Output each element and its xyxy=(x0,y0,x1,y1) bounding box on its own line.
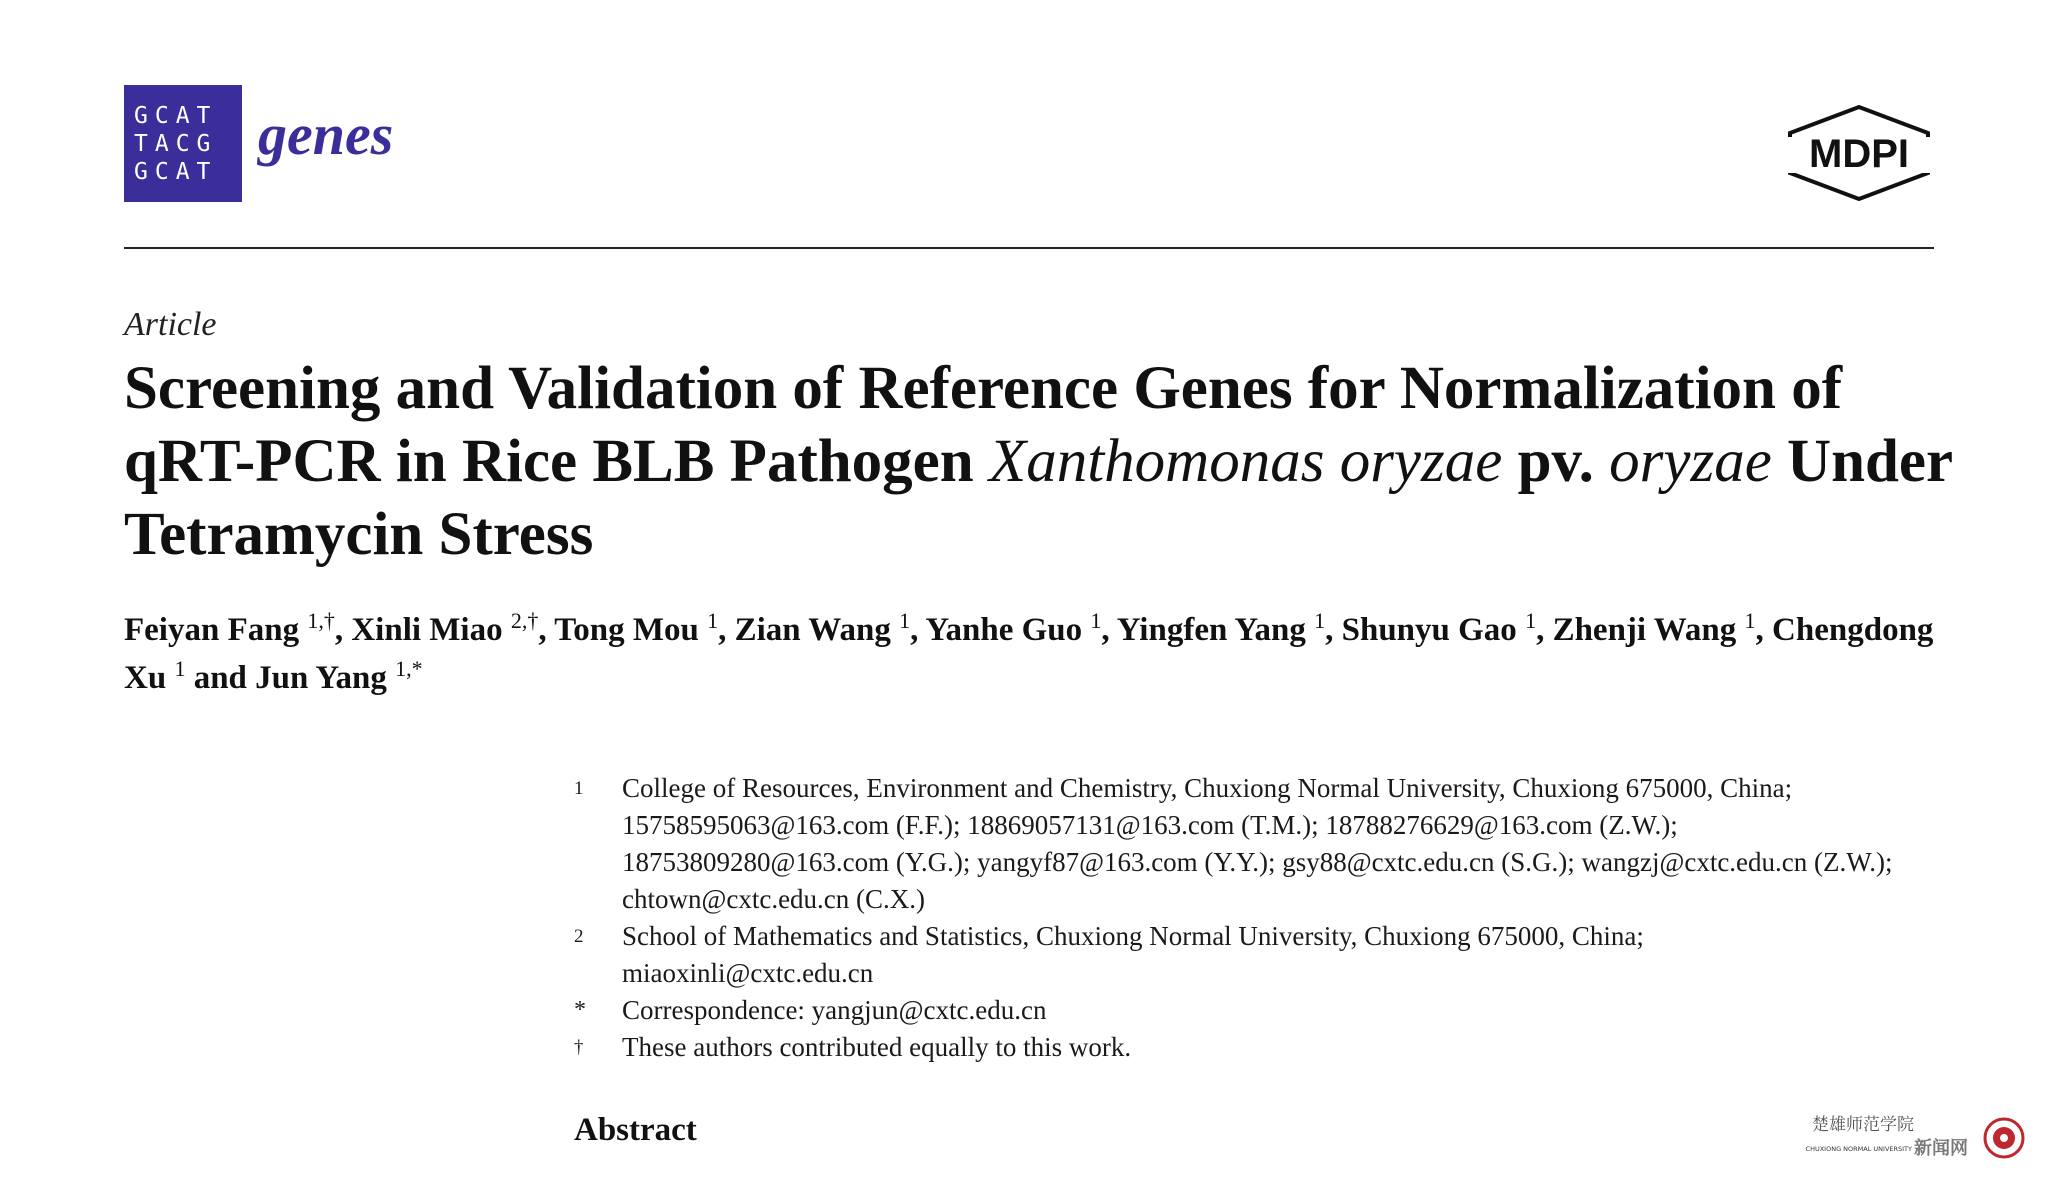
affiliation-item xyxy=(574,770,1954,918)
author-separator: , xyxy=(1101,612,1117,648)
author-separator: , xyxy=(718,612,735,648)
affiliations xyxy=(574,770,1954,1066)
title-text: Screening and Validation of Reference Genes for Normalization of qRT-PCR in Rice BLB Pathogen xyxy=(124,355,1843,495)
author-separator: , xyxy=(910,612,926,648)
title-pathovar: oryzae xyxy=(1609,428,1772,495)
affiliation-text xyxy=(622,918,1954,992)
logo-line: GCAT xyxy=(134,102,218,129)
affiliation-line: School of Mathematics and Statistics, Chuxiong Normal University, Chuxiong 675000, China; xyxy=(622,921,1644,951)
affiliation-line: College of Resources, Environment and Chemistry, Chuxiong Normal University, Chuxiong 675000, China; xyxy=(622,773,1793,803)
title-pv: pv. xyxy=(1502,428,1610,495)
author-name: Zian Wang xyxy=(734,612,891,648)
author-list xyxy=(124,606,1954,702)
header-divider xyxy=(124,247,1934,249)
title-text-end: Under Tetramycin Stress xyxy=(124,428,1952,568)
university-watermark xyxy=(1796,1110,2028,1162)
affiliation-line: 15758595063@163.com (F.F.); 18869057131@163.com (T.M.); 18788276629@163.com (Z.W.); xyxy=(622,810,1678,840)
author-name: Jun Yang xyxy=(255,660,387,696)
author-affiliation-mark: 2,† xyxy=(510,608,539,633)
affiliation-item xyxy=(574,1029,1954,1066)
affiliation-mark: 2 xyxy=(574,926,584,947)
author-separator: , xyxy=(1755,612,1773,648)
affiliation-text xyxy=(622,1029,1954,1066)
author-affiliation-mark: 1,* xyxy=(395,656,423,681)
author-affiliation-mark: 1 xyxy=(1744,608,1756,633)
author-name: Yanhe Guo xyxy=(925,612,1083,648)
author-name: Chengdong Xu xyxy=(124,612,1934,696)
author-affiliation-mark: 1 xyxy=(1090,608,1102,633)
affiliation-item xyxy=(574,992,1954,1029)
affiliation-line: 18753809280@163.com (Y.G.); yangyf87@163.com (Y.Y.); gsy88@cxtc.edu.cn (S.G.); wangzj@cxtc.edu.cn (Z.W.); xyxy=(622,847,1893,877)
publisher-name: MDPI xyxy=(1809,132,1909,176)
author-name: Xinli Miao xyxy=(351,612,503,648)
watermark-title: 楚雄师范学院 xyxy=(1812,1115,1914,1135)
watermark-side: 新闻网 xyxy=(1914,1138,1968,1159)
author-separator: , xyxy=(334,612,352,648)
author-affiliation-mark: 1 xyxy=(1525,608,1537,633)
abstract-heading: Abstract xyxy=(574,1112,697,1148)
affiliation-mark: 1 xyxy=(574,778,584,799)
author-affiliation-mark: 1,† xyxy=(307,608,335,633)
affiliation-line: These authors contributed equally to this work. xyxy=(622,1032,1132,1062)
affiliation-mark: † xyxy=(574,1037,584,1058)
author-name: Tong Mou xyxy=(554,612,699,648)
author-name: Shunyu Gao xyxy=(1341,612,1517,648)
journal-name: genes xyxy=(258,102,394,167)
author-name: Feiyan Fang xyxy=(124,612,300,648)
title-species: Xanthomonas oryzae xyxy=(988,428,1503,495)
author-affiliation-mark: 1 xyxy=(1314,608,1326,633)
author-separator: , xyxy=(1325,612,1342,648)
article-type: Article xyxy=(124,306,217,343)
affiliation-text xyxy=(622,992,1954,1029)
author-name: Zhenji Wang xyxy=(1552,612,1737,648)
author-name: Yingfen Yang xyxy=(1116,612,1306,648)
author-separator: , xyxy=(538,612,555,648)
affiliation-line: Correspondence: yangjun@cxtc.edu.cn xyxy=(622,995,1047,1025)
affiliation-mark: * xyxy=(574,997,586,1023)
affiliation-text xyxy=(622,770,1954,918)
affiliation-line: chtown@cxtc.edu.cn (C.X.) xyxy=(622,884,926,914)
logo-line: GCAT xyxy=(134,158,218,185)
author-affiliation-mark: 1 xyxy=(174,656,186,681)
author-separator: , xyxy=(1536,612,1553,648)
article-title xyxy=(124,352,1954,571)
journal-logo xyxy=(124,85,242,202)
author-affiliation-mark: 1 xyxy=(707,608,719,633)
affiliation-item xyxy=(574,918,1954,992)
author-affiliation-mark: 1 xyxy=(899,608,911,633)
logo-line: TACG xyxy=(134,130,218,157)
publisher-logo xyxy=(1784,103,1934,203)
affiliation-line: miaoxinli@cxtc.edu.cn xyxy=(622,958,874,988)
watermark-subtitle: CHUXIONG NORMAL UNIVERSITY xyxy=(1805,1145,1912,1153)
author-separator: and xyxy=(185,660,256,696)
